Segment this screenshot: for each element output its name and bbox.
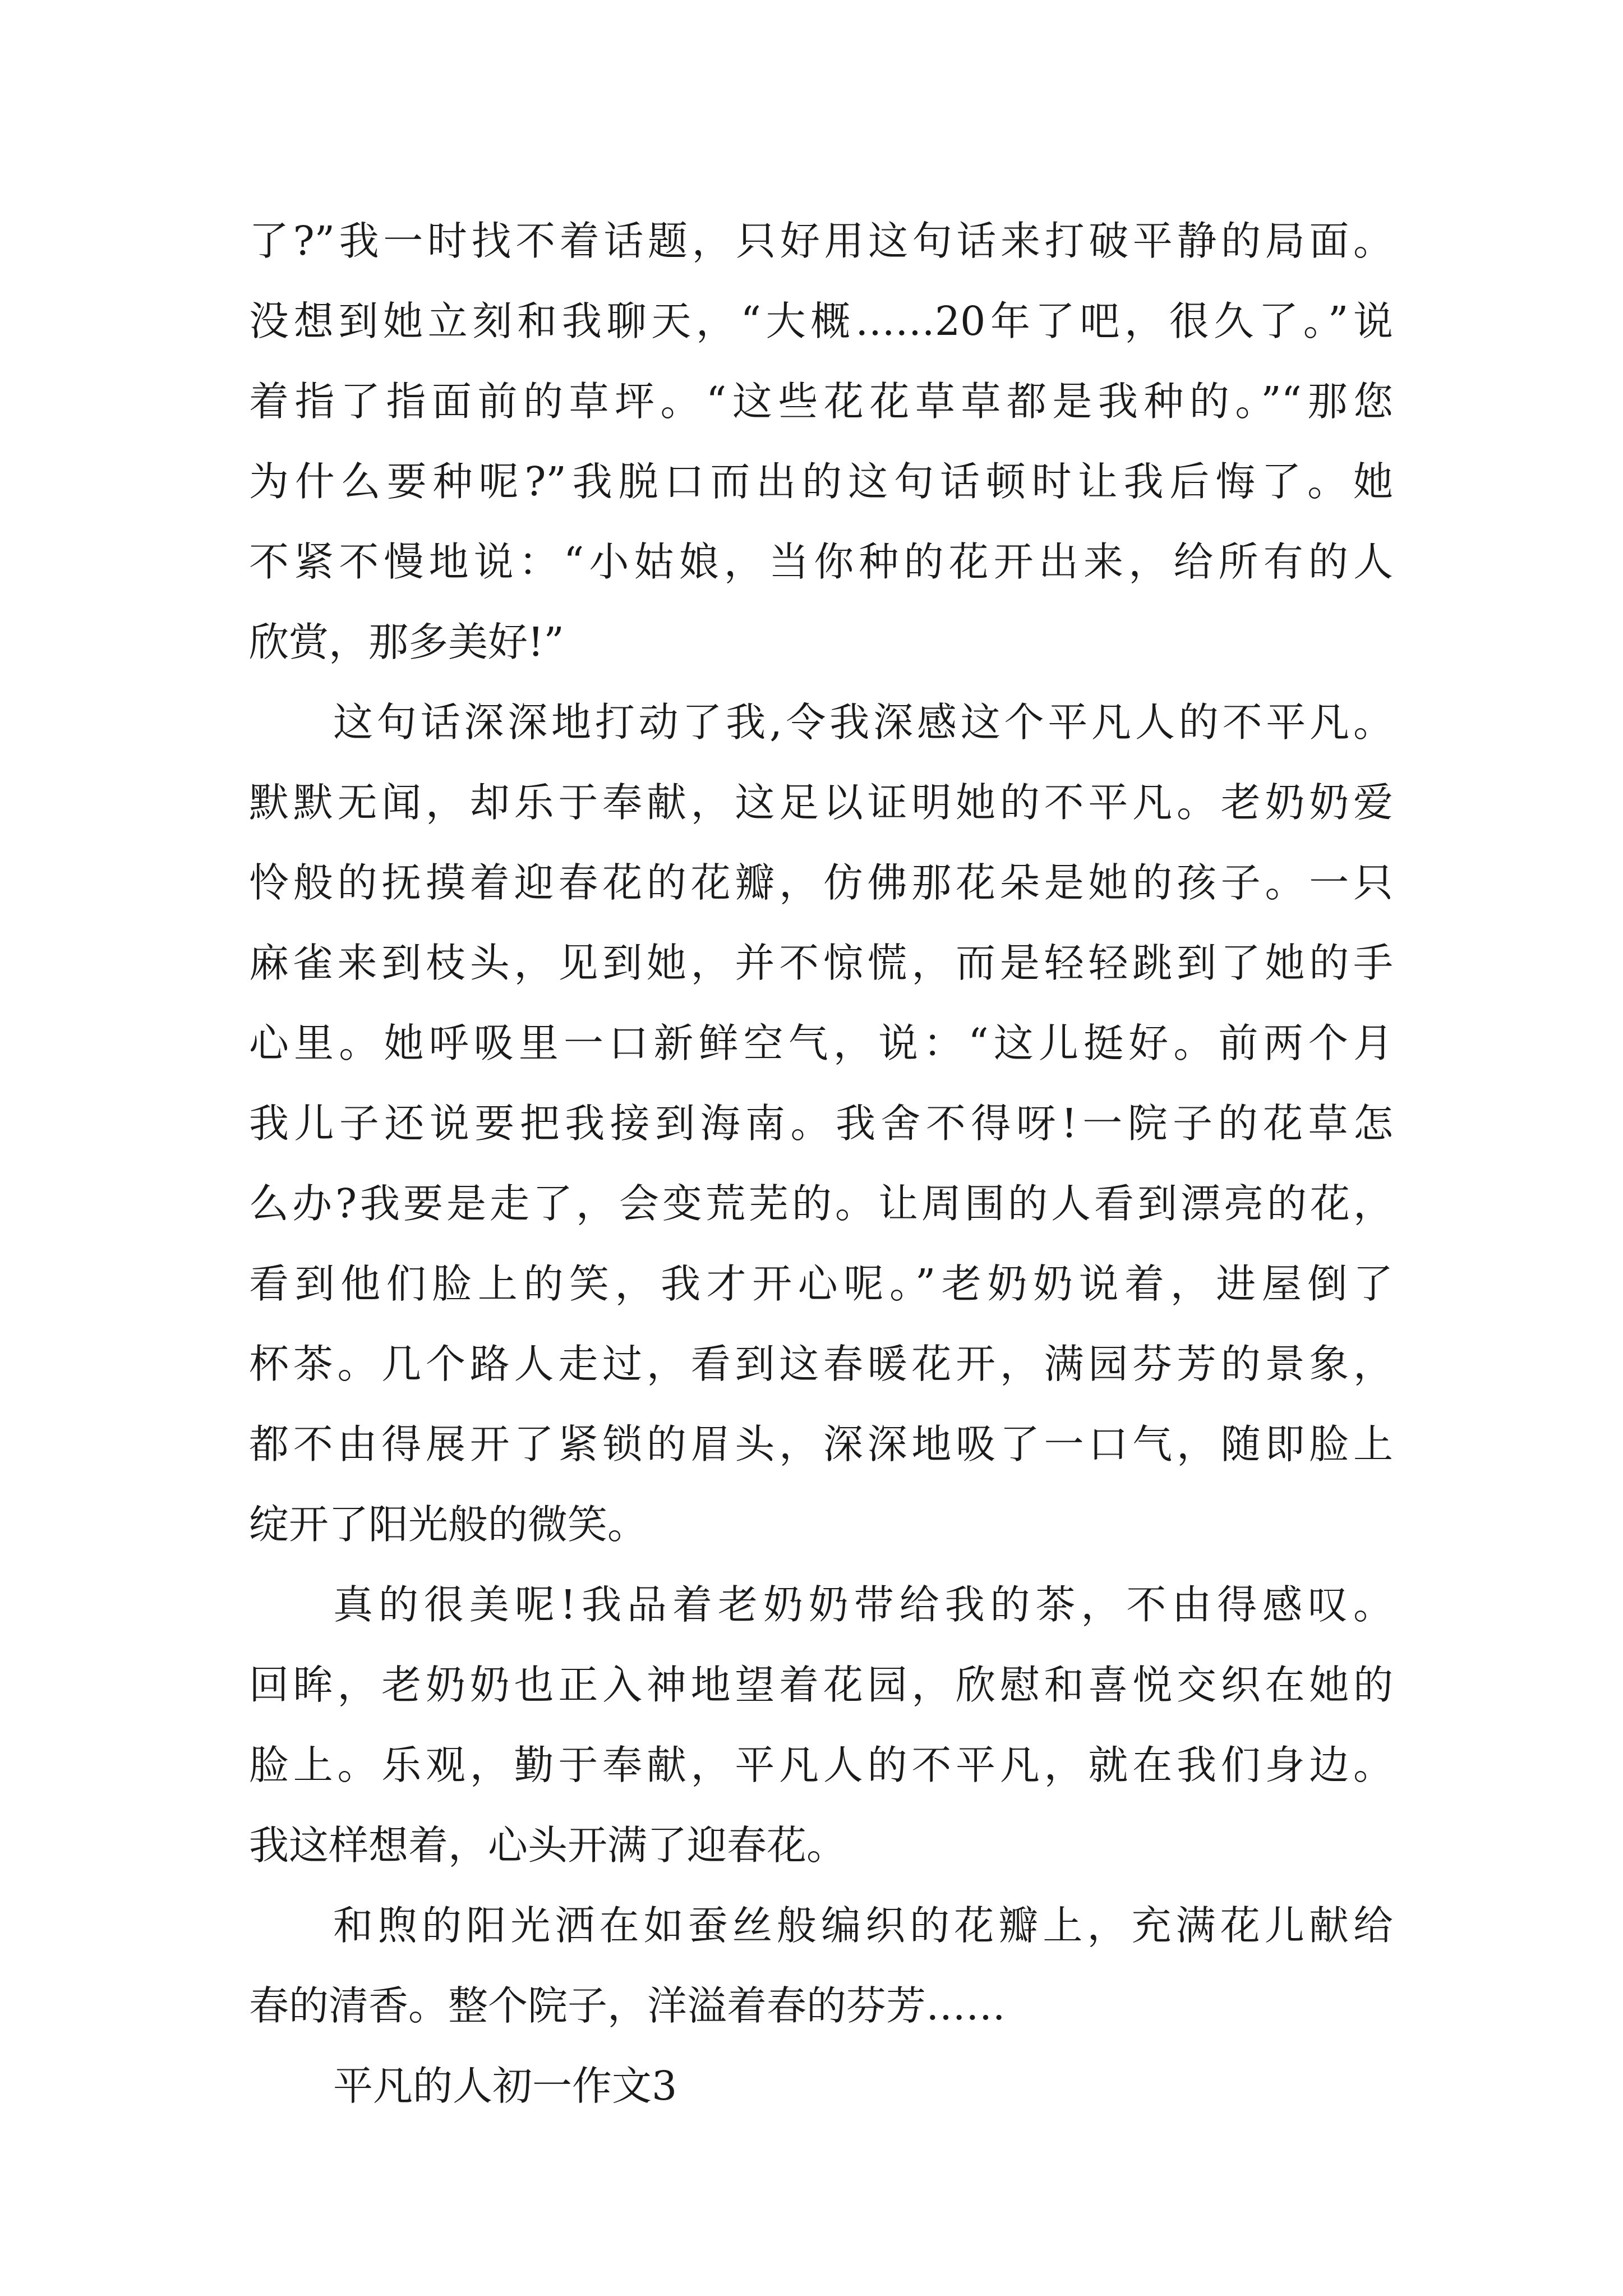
text-line: 脸上。乐观，勤于奉献，平凡人的不平凡，就在我们身边。 [249,1742,1393,1788]
section-heading [249,2046,1393,2126]
text-line: 为什么要种呢?”我脱口而出的这句话顿时让我后悔了。她 [249,458,1393,505]
paragraph [249,682,1393,1565]
text-line: 我这样想着，心头开满了迎春花。 [249,1822,847,1869]
text-line: 平凡的人初一作文3 [333,2063,677,2109]
text-line: 欣赏，那多美好!” [249,619,564,665]
article-body [249,201,1393,2126]
paragraph [249,1565,1393,1885]
text-line: 回眸，老奶奶也正入神地望着花园，欣慰和喜悦交织在她的 [249,1662,1393,1708]
text-line: 麻雀来到枝头，见到她，并不惊慌，而是轻轻跳到了她的手 [249,940,1393,986]
text-line: 春的清香。整个院子，洋溢着春的芬芳…… [249,1982,1006,2029]
text-line: 都不由得展开了紧锁的眉头，深深地吸了一口气，随即脸上 [249,1421,1393,1467]
text-line: 默默无闻，却乐于奉献，这足以证明她的不平凡。老奶奶爱 [249,779,1393,826]
paragraph [249,201,1393,682]
text-line: 绽开了阳光般的微笑。 [249,1501,648,1548]
text-line: 和煦的阳光洒在如蚕丝般编织的花瓣上，充满花儿献给 [333,1902,1393,1949]
text-line: 不紧不慢地说：“小姑娘，当你种的花开出来，给所有的人 [249,539,1393,585]
text-line: 么办?我要是走了，会变荒芜的。让周围的人看到漂亮的花， [249,1180,1393,1227]
text-line: 了?”我一时找不着话题，只好用这句话来打破平静的局面。 [249,218,1393,264]
text-line: 没想到她立刻和我聊天，“大概……20年了吧，很久了。”说 [249,298,1393,344]
text-line: 我儿子还说要把我接到海南。我舍不得呀!一院子的花草怎 [249,1100,1393,1147]
text-line: 杯茶。几个路人走过，看到这春暖花开，满园芬芳的景象， [249,1341,1393,1387]
text-line: 看到他们脸上的笑，我才开心呢。”老奶奶说着，进屋倒了 [249,1260,1393,1307]
text-line: 这句话深深地打动了我,令我深感这个平凡人的不平凡。 [333,699,1393,746]
paragraph [249,1885,1393,2046]
text-line: 着指了指面前的草坪。“这些花花草草都是我种的。”“那您 [249,378,1393,425]
text-line: 心里。她呼吸里一口新鲜空气，说：“这儿挺好。前两个月 [249,1020,1393,1066]
text-line: 怜般的抚摸着迎春花的花瓣，仿佛那花朵是她的孩子。一只 [249,859,1393,906]
text-line: 真的很美呢!我品着老奶奶带给我的茶，不由得感叹。 [333,1581,1393,1628]
